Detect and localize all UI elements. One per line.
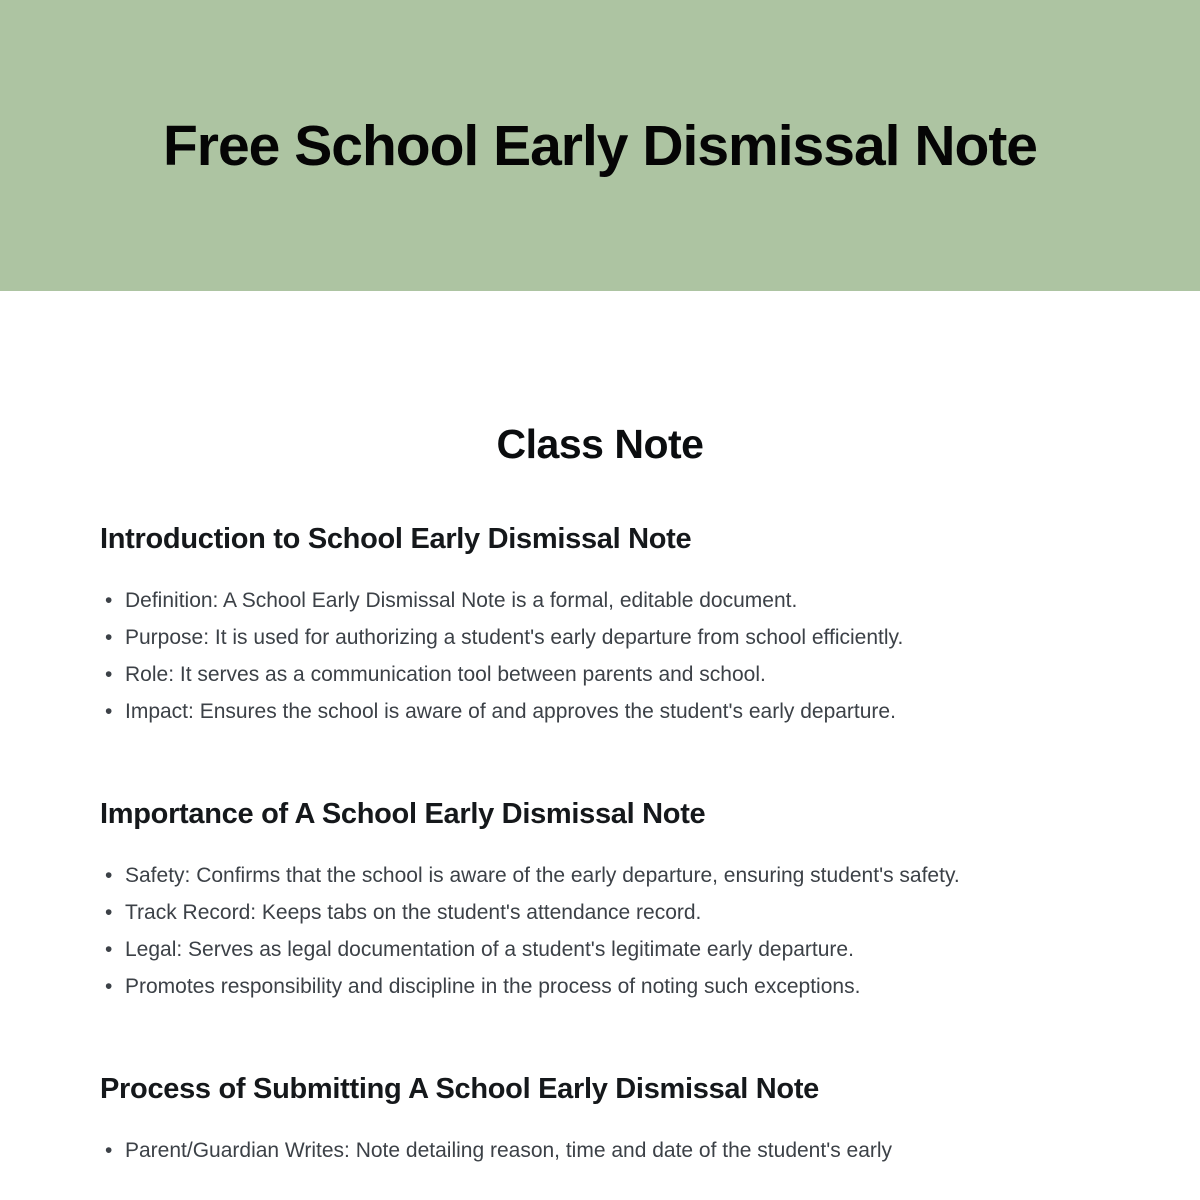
bullet-list-importance <box>100 857 1100 1005</box>
section-process <box>100 1073 1100 1169</box>
bullet-item: • Impact: Ensures the school is aware of and approves the student's early departure. <box>100 693 1100 730</box>
bullet-item: • Role: It serves as a communication tool between parents and school. <box>100 656 1100 693</box>
bullet-item: • Safety: Confirms that the school is aware of the early departure, ensuring student's safety. <box>100 857 1100 894</box>
section-introduction <box>100 523 1100 730</box>
section-heading-process: Process of Submitting A School Early Dismissal Note <box>100 1073 820 1105</box>
doc-title: Class Note <box>496 421 704 467</box>
section-importance <box>100 798 1100 1005</box>
section-heading-importance: Importance of A School Early Dismissal Note <box>100 798 706 830</box>
bullet-item: • Definition: A School Early Dismissal Note is a formal, editable document. <box>100 582 1100 619</box>
bullet-list-introduction <box>100 582 1100 730</box>
bullet-list-process <box>100 1132 1100 1169</box>
bullet-item: • Track Record: Keeps tabs on the student's attendance record. <box>100 894 1100 931</box>
bullet-item: • Promotes responsibility and discipline in the process of noting such exceptions. <box>100 968 1100 1005</box>
page-title: Free School Early Dismissal Note <box>162 113 1038 178</box>
bullet-item: • Parent/Guardian Writes: Note detailing reason, time and date of the student's early <box>100 1132 1100 1169</box>
bullet-item: • Purpose: It is used for authorizing a student's early departure from school efficiently. <box>100 619 1100 656</box>
banner <box>0 0 1200 291</box>
section-heading-introduction: Introduction to School Early Dismissal Note <box>100 523 692 555</box>
bullet-item: • Legal: Serves as legal documentation of a student's legitimate early departure. <box>100 931 1100 968</box>
document-body <box>0 421 1200 1169</box>
